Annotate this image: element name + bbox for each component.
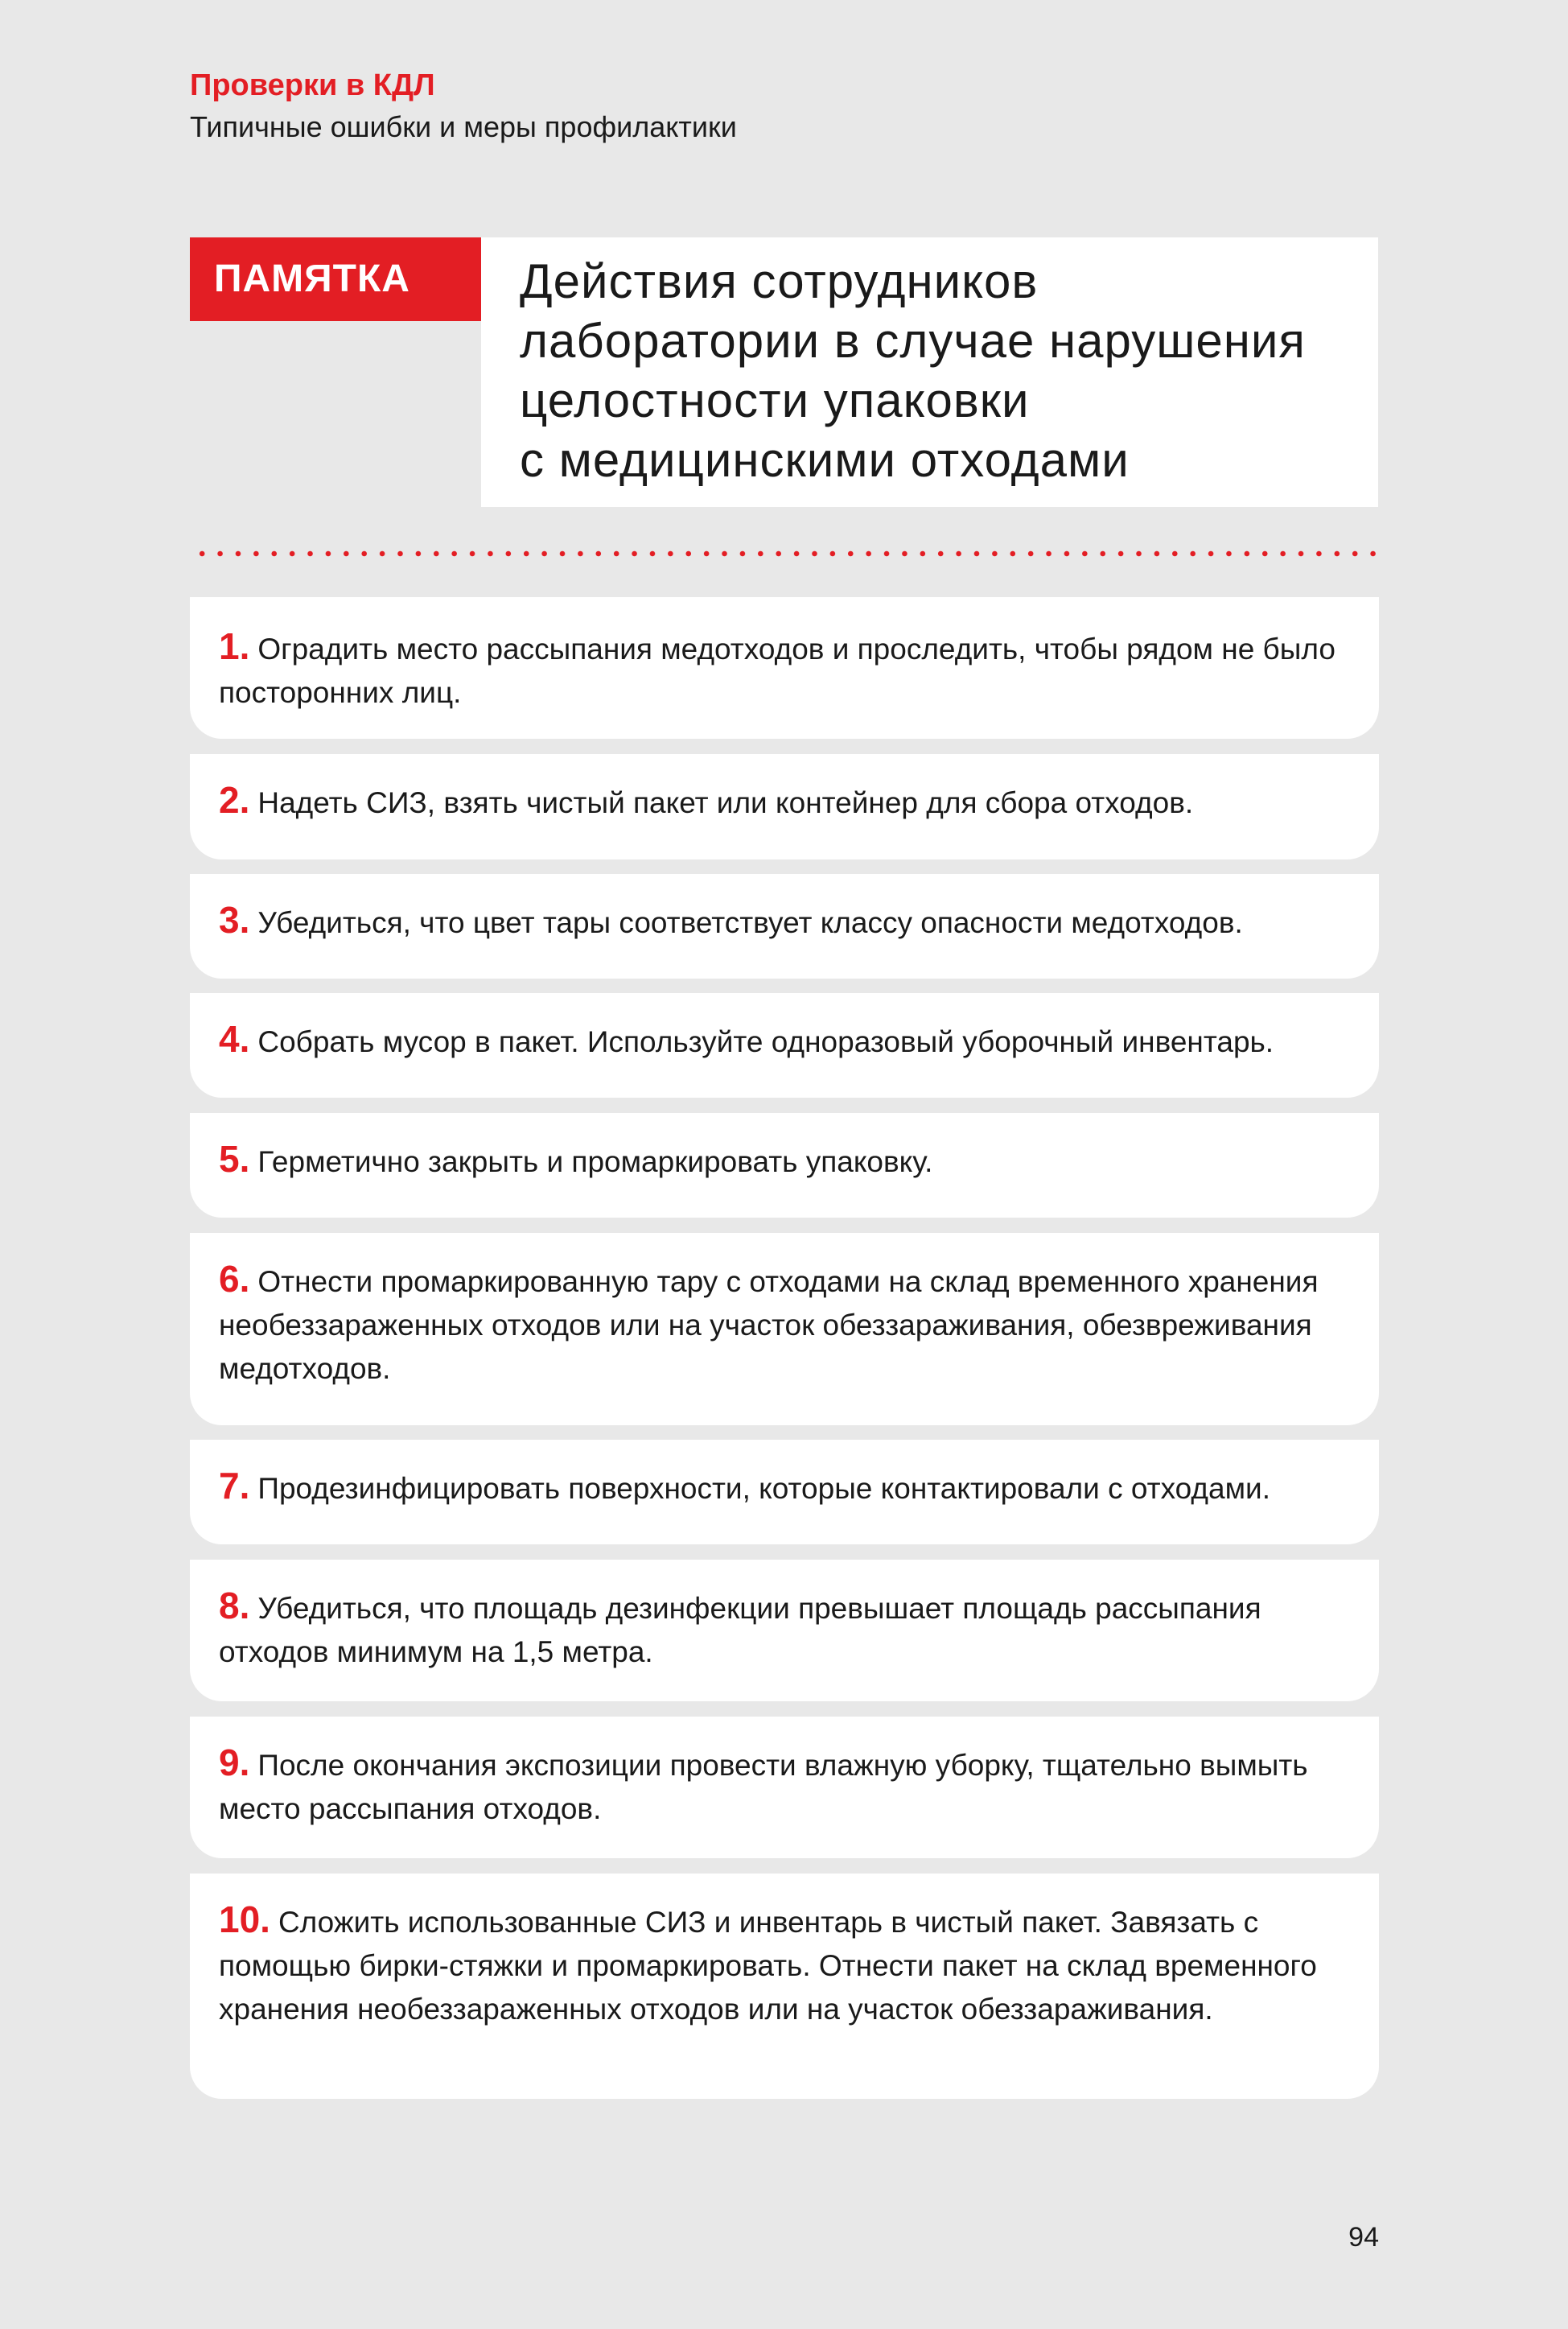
- step-card-6: [190, 1233, 1379, 1425]
- page-number: 94: [1348, 2222, 1379, 2253]
- step-number: 6.: [219, 1258, 250, 1300]
- memo-title-line: с медицинскими отходами: [520, 433, 1130, 487]
- step-number: 4.: [219, 1018, 250, 1060]
- step-number: 7.: [219, 1465, 250, 1507]
- step-text: После окончания экспозиции провести влажную уборку, тщательно вымыть место рассыпания отходов.: [219, 1749, 1308, 1825]
- step-card-8: [190, 1560, 1379, 1701]
- memo-title-line: целостности упаковки: [520, 373, 1030, 427]
- step-number: 5.: [219, 1138, 250, 1180]
- step-card-10: [190, 1874, 1379, 2099]
- step-card-5: [190, 1113, 1379, 1218]
- step-number: 3.: [219, 899, 250, 941]
- step-card-7: [190, 1440, 1379, 1544]
- step-text: Убедиться, что цвет тары соответствует классу опасности медотходов.: [257, 906, 1243, 939]
- step-card-1: [190, 597, 1379, 739]
- memo-title-line: Действия сотрудников: [520, 254, 1039, 308]
- step-number: 10.: [219, 1898, 270, 1940]
- step-card-2: [190, 754, 1379, 859]
- step-text: Собрать мусор в пакет. Используйте одноразовый уборочный инвентарь.: [257, 1025, 1274, 1058]
- step-card-4: [190, 993, 1379, 1098]
- section-subtitle: Типичные ошибки и меры профилактики: [190, 110, 737, 143]
- step-text: Продезинфицировать поверхности, которые контактировали с отходами.: [257, 1472, 1270, 1505]
- section-title: Проверки в КДЛ: [190, 68, 435, 102]
- step-text: Оградить место рассыпания медотходов и проследить, чтобы рядом не было посторонних лиц.: [219, 633, 1335, 709]
- step-text: Сложить использованные СИЗ и инвентарь в чистый пакет. Завязать с помощью бирки-стяжки и промаркировать. Отнести пакет на склад временного хранения необеззараженных отходов или на участок обеззараживания.: [219, 1906, 1317, 2026]
- step-number: 2.: [219, 779, 250, 821]
- step-card-9: [190, 1717, 1379, 1858]
- step-text: Отнести промаркированную тару с отходами на склад временного хранения необеззараженных отходов или на участок обеззараживания, обезвреживания медотходов.: [219, 1265, 1319, 1385]
- step-number: 9.: [219, 1742, 250, 1783]
- step-text: Убедиться, что площадь дезинфекции превышает площадь рассыпания отходов минимум на 1,5 метра.: [219, 1592, 1261, 1668]
- memo-title-box: [481, 237, 1378, 507]
- memo-tag: ПАМЯТКА: [190, 237, 481, 321]
- step-number: 1.: [219, 625, 250, 667]
- memo-title-line: лаборатории в случае нарушения: [520, 314, 1306, 368]
- step-card-3: [190, 874, 1379, 979]
- dotted-divider: [193, 550, 1380, 557]
- step-text: Герметично закрыть и промаркировать упаковку.: [257, 1145, 933, 1178]
- step-text: Надеть СИЗ, взять чистый пакет или контейнер для сбора отходов.: [257, 786, 1194, 819]
- memo-block: [190, 237, 1378, 507]
- step-number: 8.: [219, 1585, 250, 1626]
- page-header: [190, 64, 737, 148]
